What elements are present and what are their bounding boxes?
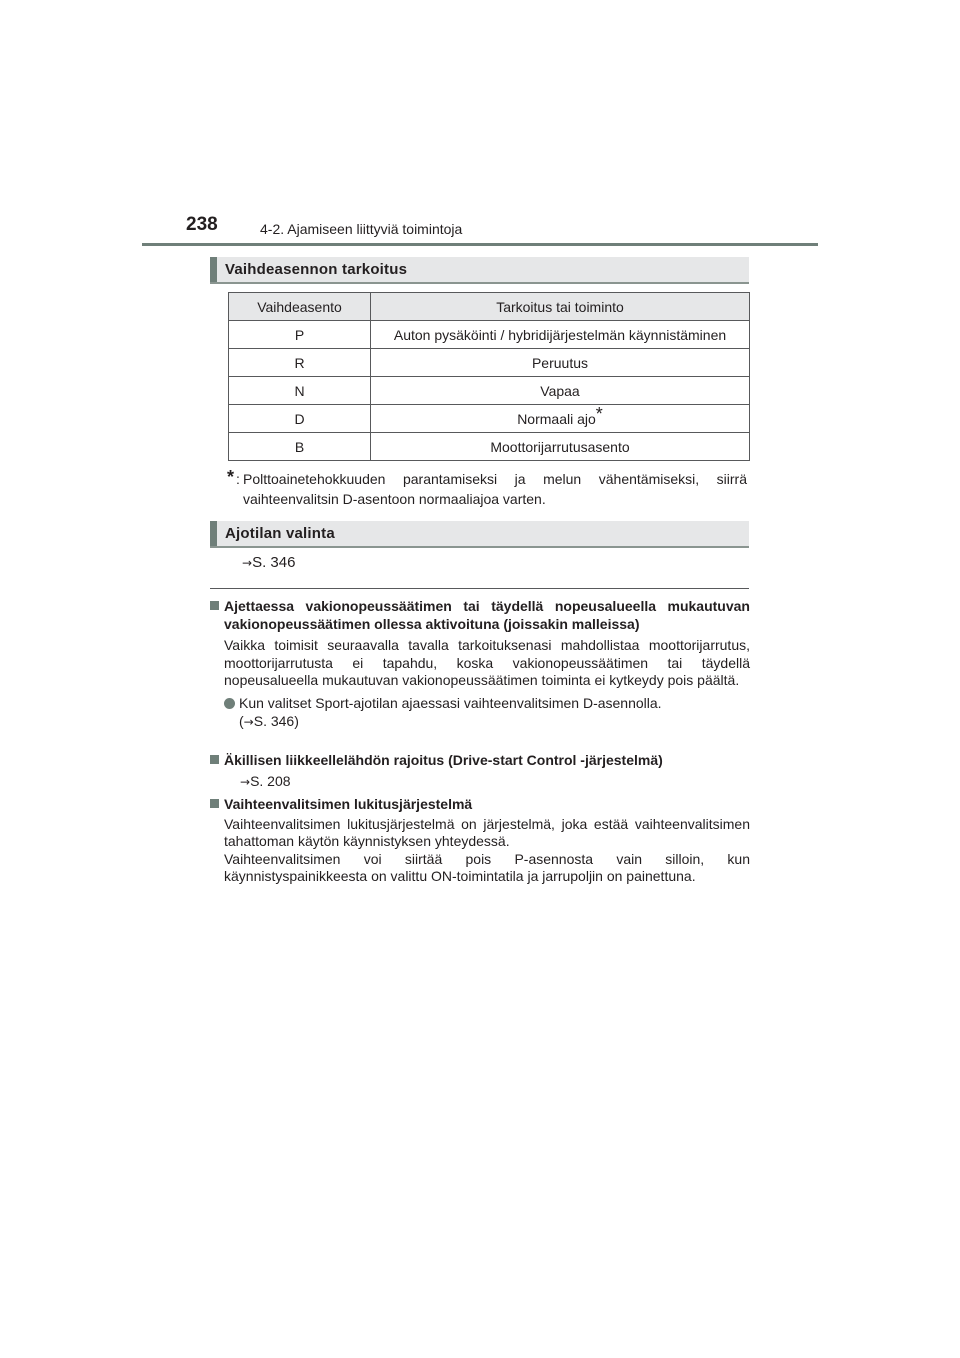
table-row — [229, 433, 750, 461]
table-header-row — [229, 293, 750, 321]
page-reference — [242, 554, 295, 571]
gear-position-table — [228, 292, 750, 461]
table-header-cell: Tarkoitus tai toiminto — [371, 293, 750, 321]
cell-text: Normaali ajo — [517, 410, 596, 427]
circle-bullet-icon — [224, 698, 235, 709]
square-bullet-icon — [210, 799, 219, 808]
note-shift-lock — [210, 796, 750, 886]
table-cell-position: R — [229, 349, 371, 377]
table-row — [229, 377, 750, 405]
footnote-marker: * — [595, 403, 603, 424]
section-title: Vaihdeasennon tarkoitus — [225, 261, 408, 278]
square-bullet-icon — [210, 601, 219, 610]
table-cell-position: P — [229, 321, 371, 349]
page-reference — [240, 773, 750, 792]
arrow-right-icon: → — [240, 774, 251, 789]
list-item — [224, 695, 750, 731]
section-accent — [210, 521, 217, 546]
ref-open: ( — [239, 712, 244, 729]
table-header-cell: Vaihdeasento — [229, 293, 371, 321]
table-cell-purpose: Auton pysäköinti / hybridijärjestelmän käynnistäminen — [371, 321, 750, 349]
page-number: 238 — [186, 214, 218, 235]
list-item-text — [239, 695, 750, 731]
note-drive-start-control — [210, 752, 750, 791]
note-body: Vaikka toimisit seuraavalla tavalla tarkoituksenasi mahdollistaa moottorijarrutus, moottorijarrutusta ei tapahdu, koska vakionopeussäätimen tai täydellä nopeusalueella mukautuvan vakionopeussäätimen toiminta ei kytkeydy pois päältä. — [224, 637, 750, 689]
note-heading: Vaihteenvalitsimen lukitusjärjestelmä — [224, 796, 473, 812]
note-heading: Äkillisen liikkeellelähdön rajoitus (Drive-start Control -järjestelmä) — [224, 752, 663, 768]
reference-text: S. 208 — [250, 772, 291, 789]
footnote-marker: * — [227, 467, 235, 487]
table-row — [229, 349, 750, 377]
section-heading-gear-positions — [210, 257, 749, 284]
table-cell-purpose: Moottorijarrutusasento — [371, 433, 750, 461]
table-cell-purpose: Vapaa — [371, 377, 750, 405]
table-cell-purpose — [371, 405, 750, 433]
note-heading: Ajettaessa vakionopeussäätimen tai täydellä nopeusalueella mukautuvan vakionopeussäätimen ollessa aktivoituna (joissakin malleissa) — [224, 598, 750, 632]
section-accent — [210, 257, 217, 282]
table-cell-position: D — [229, 405, 371, 433]
footnote-text: Polttoainetehokkuuden parantamiseksi ja melun vähentämiseksi, siirrä vaihteenvalitsin D-asentoon normaaliajoa varten. — [243, 471, 747, 507]
section-title: Ajotilan valinta — [225, 525, 335, 542]
note-cruise-control — [210, 598, 750, 731]
arrow-right-icon: → — [242, 556, 253, 570]
table-footnote — [227, 469, 747, 509]
bullet-text: Kun valitset Sport-ajotilan ajaessasi vaihteenvalitsimen D-asennolla. — [239, 694, 662, 711]
table-cell-position: N — [229, 377, 371, 405]
chapter-title: 4-2. Ajamiseen liittyviä toimintoja — [260, 221, 463, 237]
divider — [210, 588, 749, 589]
reference-text: S. 346 — [252, 554, 296, 571]
table-row — [229, 321, 750, 349]
table-row — [229, 405, 750, 433]
section-heading-drive-mode — [210, 521, 749, 548]
reference-text: S. 346) — [253, 712, 299, 729]
header-rule — [142, 243, 818, 246]
square-bullet-icon — [210, 755, 219, 764]
table-cell-purpose: Peruutus — [371, 349, 750, 377]
note-body: Vaihteenvalitsimen lukitusjärjestelmä on järjestelmä, joka estää vaihteenvalitsimen tahattoman käytön käynnistyksen yhteydessä. — [224, 815, 750, 850]
note-body: Vaihteenvalitsimen voi siirtää pois P-asennosta vain silloin, kun käynnistyspainikkeesta on valittu ON-toimintatila ja jarrupoljin on painettuna. — [224, 850, 750, 885]
table-cell-position: B — [229, 433, 371, 461]
footnote-colon: : — [236, 471, 240, 487]
arrow-right-icon: → — [243, 714, 254, 729]
